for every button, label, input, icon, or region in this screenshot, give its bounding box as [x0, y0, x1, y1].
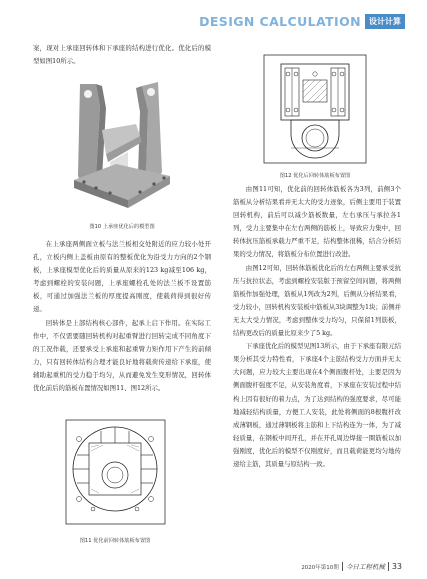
issue-label: 2020年第10期 — [301, 564, 339, 571]
section-title-en: DESIGN CALCULATION — [199, 14, 361, 29]
section-title-zh: 设计计算 — [365, 14, 405, 29]
fig11-caption: 图11 优化前回转体筋板布置图 — [79, 538, 151, 544]
paragraph: 案，现对上承座回转体和下承座的结构进行优化。优化后的模型如图10所示。 — [33, 44, 211, 66]
paragraph: 在上承座两侧面立板与法兰板相交处附近的应力较小处开孔，立板内侧上盖板由原有的整板优化为沿受力方向的2个钢板，上承座模型优化后的质量从原来的123 kg减至106 kg，考虑到螺栓的安装问题，上承座螺栓孔处的法兰板不设置筋板，可通过加强法兰板的厚度提高刚度，使载荷得到很好传递。 — [33, 240, 211, 314]
paragraph: 下承座优化后的模型见图13所示，由于下承座有限元结果分析其受力特性看，下承座4个主筋结构受力方面并无太大问题，应力较大主要出现在4个侧面腹杆处，主要是因为侧面腹杆强度不足，从安装角度看，下承座在安装过程中结构上因有很好的着力点，为了达到结构的强度要求，尽可能地减轻结构质量，方便工人安装，此处将侧面的8根腹杆改成薄钢板，通过薄钢板将主筋和上下结构连为一体，为了减轻质量，在钢板中间开孔，并在开孔周边焊接一圈筋板以加强刚度，优化后的模型不仅刚度好，而且载荷能更均匀地传递给主筋，其质量与原结构一致。 — [233, 342, 401, 468]
magazine-name: 今日工程机械 — [345, 563, 385, 571]
paragraph: 回转体是上部结构核心部件，起承上启下作用。在实际工作中，不仅需要随回转机构对起重臂进行回转完成不同角度下的工况作载，还要承受上承座和起重臂力矩作用下产生的前倾力，只有回转体结构合理才能良好地将载荷传递给下承座，使辅助起重机的受力稳于均匀，从而避免发生变形情况，回转体优化前后的筋板布置情况如图11、图12所示。 — [33, 318, 211, 393]
left-column-bottom-text — [33, 238, 211, 395]
right-column-text — [233, 183, 401, 471]
page-footer — [301, 562, 402, 571]
footer-divider — [388, 562, 389, 571]
footer-divider — [342, 562, 343, 571]
fig12-caption: 图12 优化后回转体筋板布置图 — [279, 173, 351, 179]
fig10-model-image — [66, 76, 178, 216]
fig12-drawing — [261, 52, 369, 166]
fig10-caption: 图10 上承座优化后的模型图 — [89, 224, 155, 230]
paragraph: 由图12可知，回转体筋板优化后的左右两侧主要承受抗压与抗拉状态，考虑到螺栓安装版于预留空间问题，将两侧筋板作加强处理，筋板从1列改为2列，后侧从分析结果看，受力较小，回转机构安装板中筋板从3块调整为1块；前侧并无太大受力情况，考虑到整体受力均匀，只保留1列筋板，结构更改后的质量比原来少了5 kg。 — [233, 263, 401, 338]
left-column-top-text — [33, 42, 211, 68]
page-number: 33 — [391, 562, 402, 571]
section-header — [199, 14, 405, 29]
fig11-drawing — [63, 417, 168, 527]
paragraph: 由图11可知，优化前的回转体筋板各为3列，前侧3个筋板从分析结果看并无太大的受力迹象，后侧主要用于装置回转机构，前后可以减少筋板数量，左右承压与承拉各1列，受力主要集中在左右两侧的筋板上，导致应力集中，回转体抗压筋板承载力严重不足，结构整体很稀，结合分析结果的受力情况，将筋板分布位置进行改进。 — [233, 185, 401, 259]
